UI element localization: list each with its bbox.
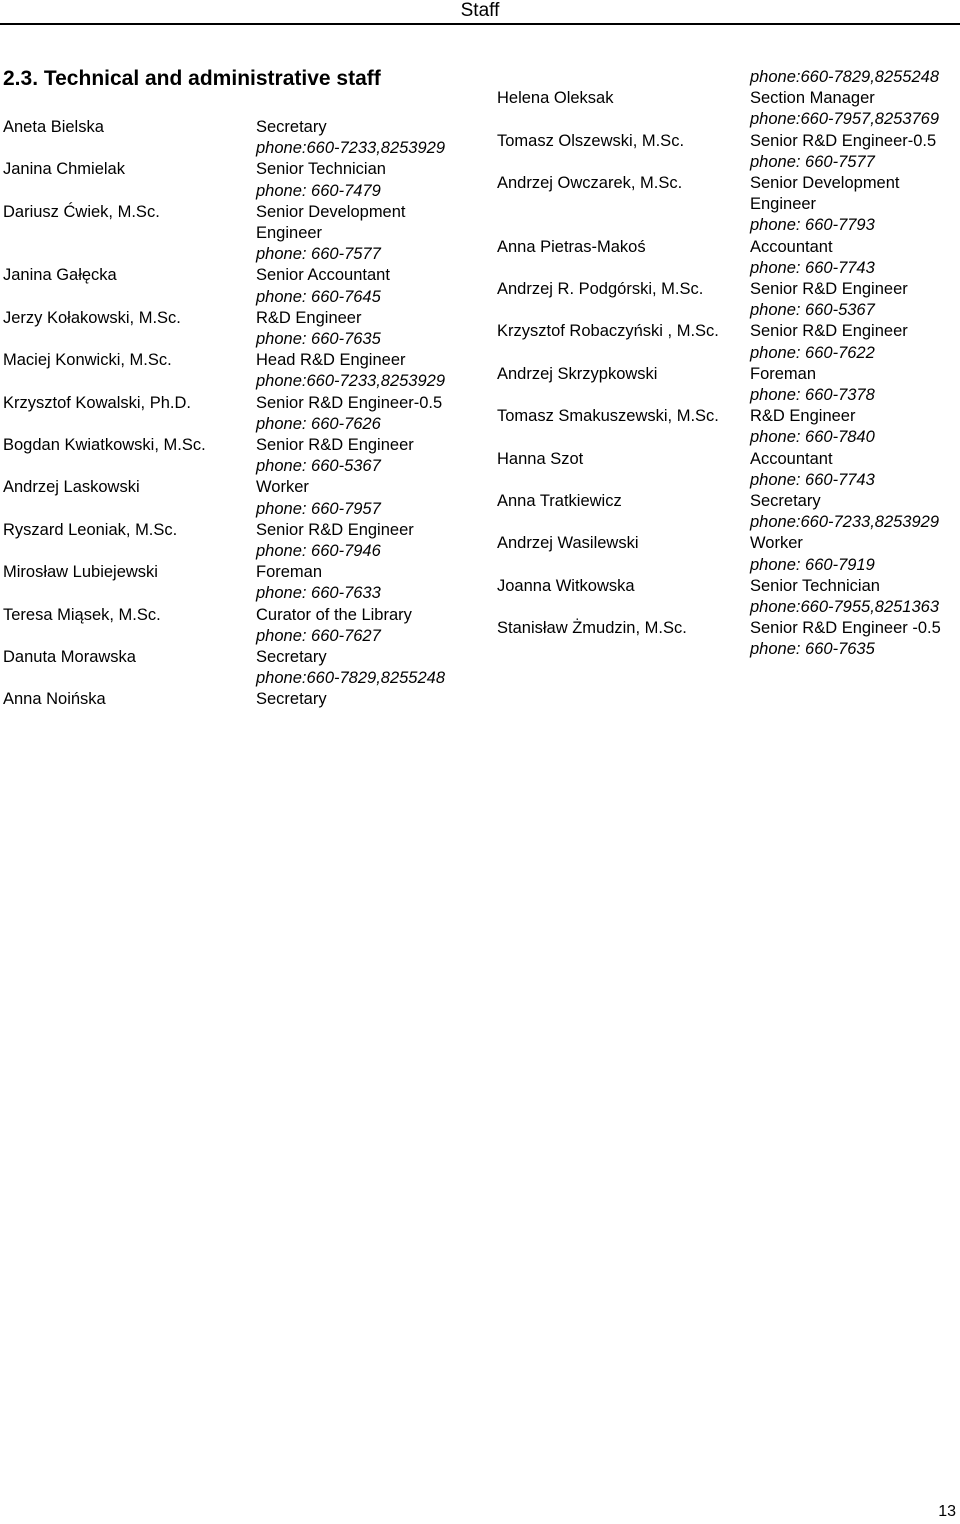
staff-phone: phone: 660-7635 bbox=[750, 640, 875, 659]
header-divider bbox=[0, 23, 960, 25]
staff-role: Senior Technician bbox=[256, 160, 386, 179]
staff-phone: phone: 660-7919 bbox=[750, 555, 875, 574]
staff-phone: phone: 660-7622 bbox=[750, 343, 875, 362]
staff-role: Secretary bbox=[256, 648, 327, 666]
staff-role: R&D Engineer bbox=[750, 407, 856, 426]
staff-phone: phone:660-7233,8253929 bbox=[750, 513, 940, 532]
staff-phone: phone: 660-7743 bbox=[750, 470, 875, 489]
staff-phone: phone: 660-5367 bbox=[750, 301, 875, 320]
staff-role: Engineer bbox=[750, 195, 817, 214]
staff-phone: phone:660-7233,8253929 bbox=[256, 372, 446, 391]
staff-name: Ryszard Leoniak, M.Sc. bbox=[3, 520, 178, 539]
staff-role: R&D Engineer bbox=[256, 308, 362, 327]
staff-phone: phone: 660-5367 bbox=[256, 457, 381, 476]
staff-role: Senior R&D Engineer bbox=[750, 322, 908, 341]
staff-role: Senior R&D Engineer-0.5 bbox=[750, 131, 937, 150]
staff-name: Hanna Szot bbox=[497, 449, 584, 468]
staff-role: Senior R&D Engineer bbox=[256, 520, 414, 539]
staff-role: Worker bbox=[750, 534, 803, 553]
staff-name: Andrzej R. Podgórski, M.Sc. bbox=[497, 280, 704, 298]
staff-phone: phone: 660-7626 bbox=[256, 414, 381, 433]
staff-phone: phone: 660-7840 bbox=[750, 428, 875, 447]
staff-name: Andrzej Owczarek, M.Sc. bbox=[497, 174, 683, 192]
staff-role: Accountant bbox=[750, 237, 833, 256]
staff-name: Janina Gałęcka bbox=[3, 266, 117, 285]
staff-name: Tomasz Olszewski, M.Sc. bbox=[497, 131, 685, 150]
staff-role: Senior R&D Engineer -0.5 bbox=[750, 619, 941, 638]
staff-name: Tomasz Smakuszewski, M.Sc. bbox=[497, 407, 719, 426]
staff-phone: phone: 660-7633 bbox=[256, 584, 381, 603]
staff-role: Secretary bbox=[256, 118, 327, 136]
staff-phone: phone: 660-7645 bbox=[256, 287, 381, 306]
staff-role: Engineer bbox=[256, 224, 323, 242]
staff-phone: phone: 660-7635 bbox=[256, 330, 381, 348]
staff-role: Curator of the Library bbox=[256, 605, 412, 624]
staff-phone: phone: 660-7577 bbox=[750, 152, 875, 171]
staff-role: Senior Development bbox=[256, 202, 406, 221]
staff-name: Andrzej Wasilewski bbox=[497, 534, 639, 553]
staff-role: Accountant bbox=[750, 449, 833, 468]
staff-phone-continued: phone:660-7829,8255248 bbox=[750, 68, 940, 86]
running-header-title: Staff bbox=[460, 0, 500, 21]
staff-role: Senior Technician bbox=[750, 576, 880, 595]
staff-role: Senior R&D Engineer-0.5 bbox=[256, 393, 443, 412]
staff-phone: phone: 660-7378 bbox=[750, 386, 875, 404]
staff-role: Secretary bbox=[750, 492, 821, 510]
staff-name: Stanisław Żmudzin, M.Sc. bbox=[497, 619, 687, 638]
staff-name: Janina Chmielak bbox=[3, 160, 125, 179]
staff-name: Teresa Miąsek, M.Sc. bbox=[3, 605, 161, 624]
staff-phone: phone: 660-7577 bbox=[256, 245, 381, 264]
staff-name: Bogdan Kwiatkowski, M.Sc. bbox=[3, 436, 206, 454]
staff-phone: phone:660-7233,8253929 bbox=[256, 139, 446, 158]
staff-phone: phone: 660-7479 bbox=[256, 181, 381, 200]
staff-name: Dariusz Ćwiek, M.Sc. bbox=[3, 202, 160, 221]
staff-role: Worker bbox=[256, 478, 309, 497]
staff-phone: phone:660-7957,8253769 bbox=[750, 110, 940, 129]
staff-name: Helena Oleksak bbox=[497, 89, 614, 108]
staff-role: Senior Development bbox=[750, 174, 900, 192]
staff-role: Foreman bbox=[256, 563, 323, 582]
staff-role: Senior R&D Engineer bbox=[256, 436, 414, 454]
staff-phone: phone: 660-7743 bbox=[750, 258, 875, 277]
staff-role: Head R&D Engineer bbox=[256, 351, 406, 370]
staff-name: Anna Tratkiewicz bbox=[497, 492, 622, 510]
staff-name: Anna Noińska bbox=[3, 690, 106, 709]
staff-name: Andrzej Laskowski bbox=[3, 478, 140, 497]
staff-role: Senior Accountant bbox=[256, 266, 390, 285]
staff-phone: phone: 660-7627 bbox=[256, 626, 381, 645]
staff-name: Danuta Morawska bbox=[3, 648, 136, 666]
staff-name: Joanna Witkowska bbox=[497, 576, 635, 595]
staff-name: Krzysztof Kowalski, Ph.D. bbox=[3, 393, 191, 412]
staff-role: Foreman bbox=[750, 364, 817, 383]
staff-phone: phone: 660-7957 bbox=[256, 499, 381, 518]
staff-name: Andrzej Skrzypkowski bbox=[497, 364, 658, 383]
staff-phone: phone: 660-7793 bbox=[750, 216, 875, 235]
staff-phone: phone: 660-7946 bbox=[256, 542, 381, 560]
staff-role: Section Manager bbox=[750, 89, 875, 108]
staff-role: Senior R&D Engineer bbox=[750, 280, 908, 298]
section-title: 2.3. Technical and administrative staff bbox=[3, 67, 381, 90]
staff-name: Maciej Konwicki, M.Sc. bbox=[3, 351, 172, 370]
page-number: 13 bbox=[938, 1503, 956, 1520]
staff-name: Anna Pietras-Makoś bbox=[497, 237, 646, 256]
staff-name: Krzysztof Robaczyński , M.Sc. bbox=[497, 322, 719, 341]
staff-role: Secretary bbox=[256, 690, 327, 709]
staff-phone: phone:660-7829,8255248 bbox=[256, 669, 446, 688]
staff-phone: phone:660-7955,8251363 bbox=[750, 598, 940, 616]
staff-name: Aneta Bielska bbox=[3, 118, 104, 136]
staff-name: Mirosław Lubiejewski bbox=[3, 563, 158, 582]
staff-name: Jerzy Kołakowski, M.Sc. bbox=[3, 308, 181, 327]
